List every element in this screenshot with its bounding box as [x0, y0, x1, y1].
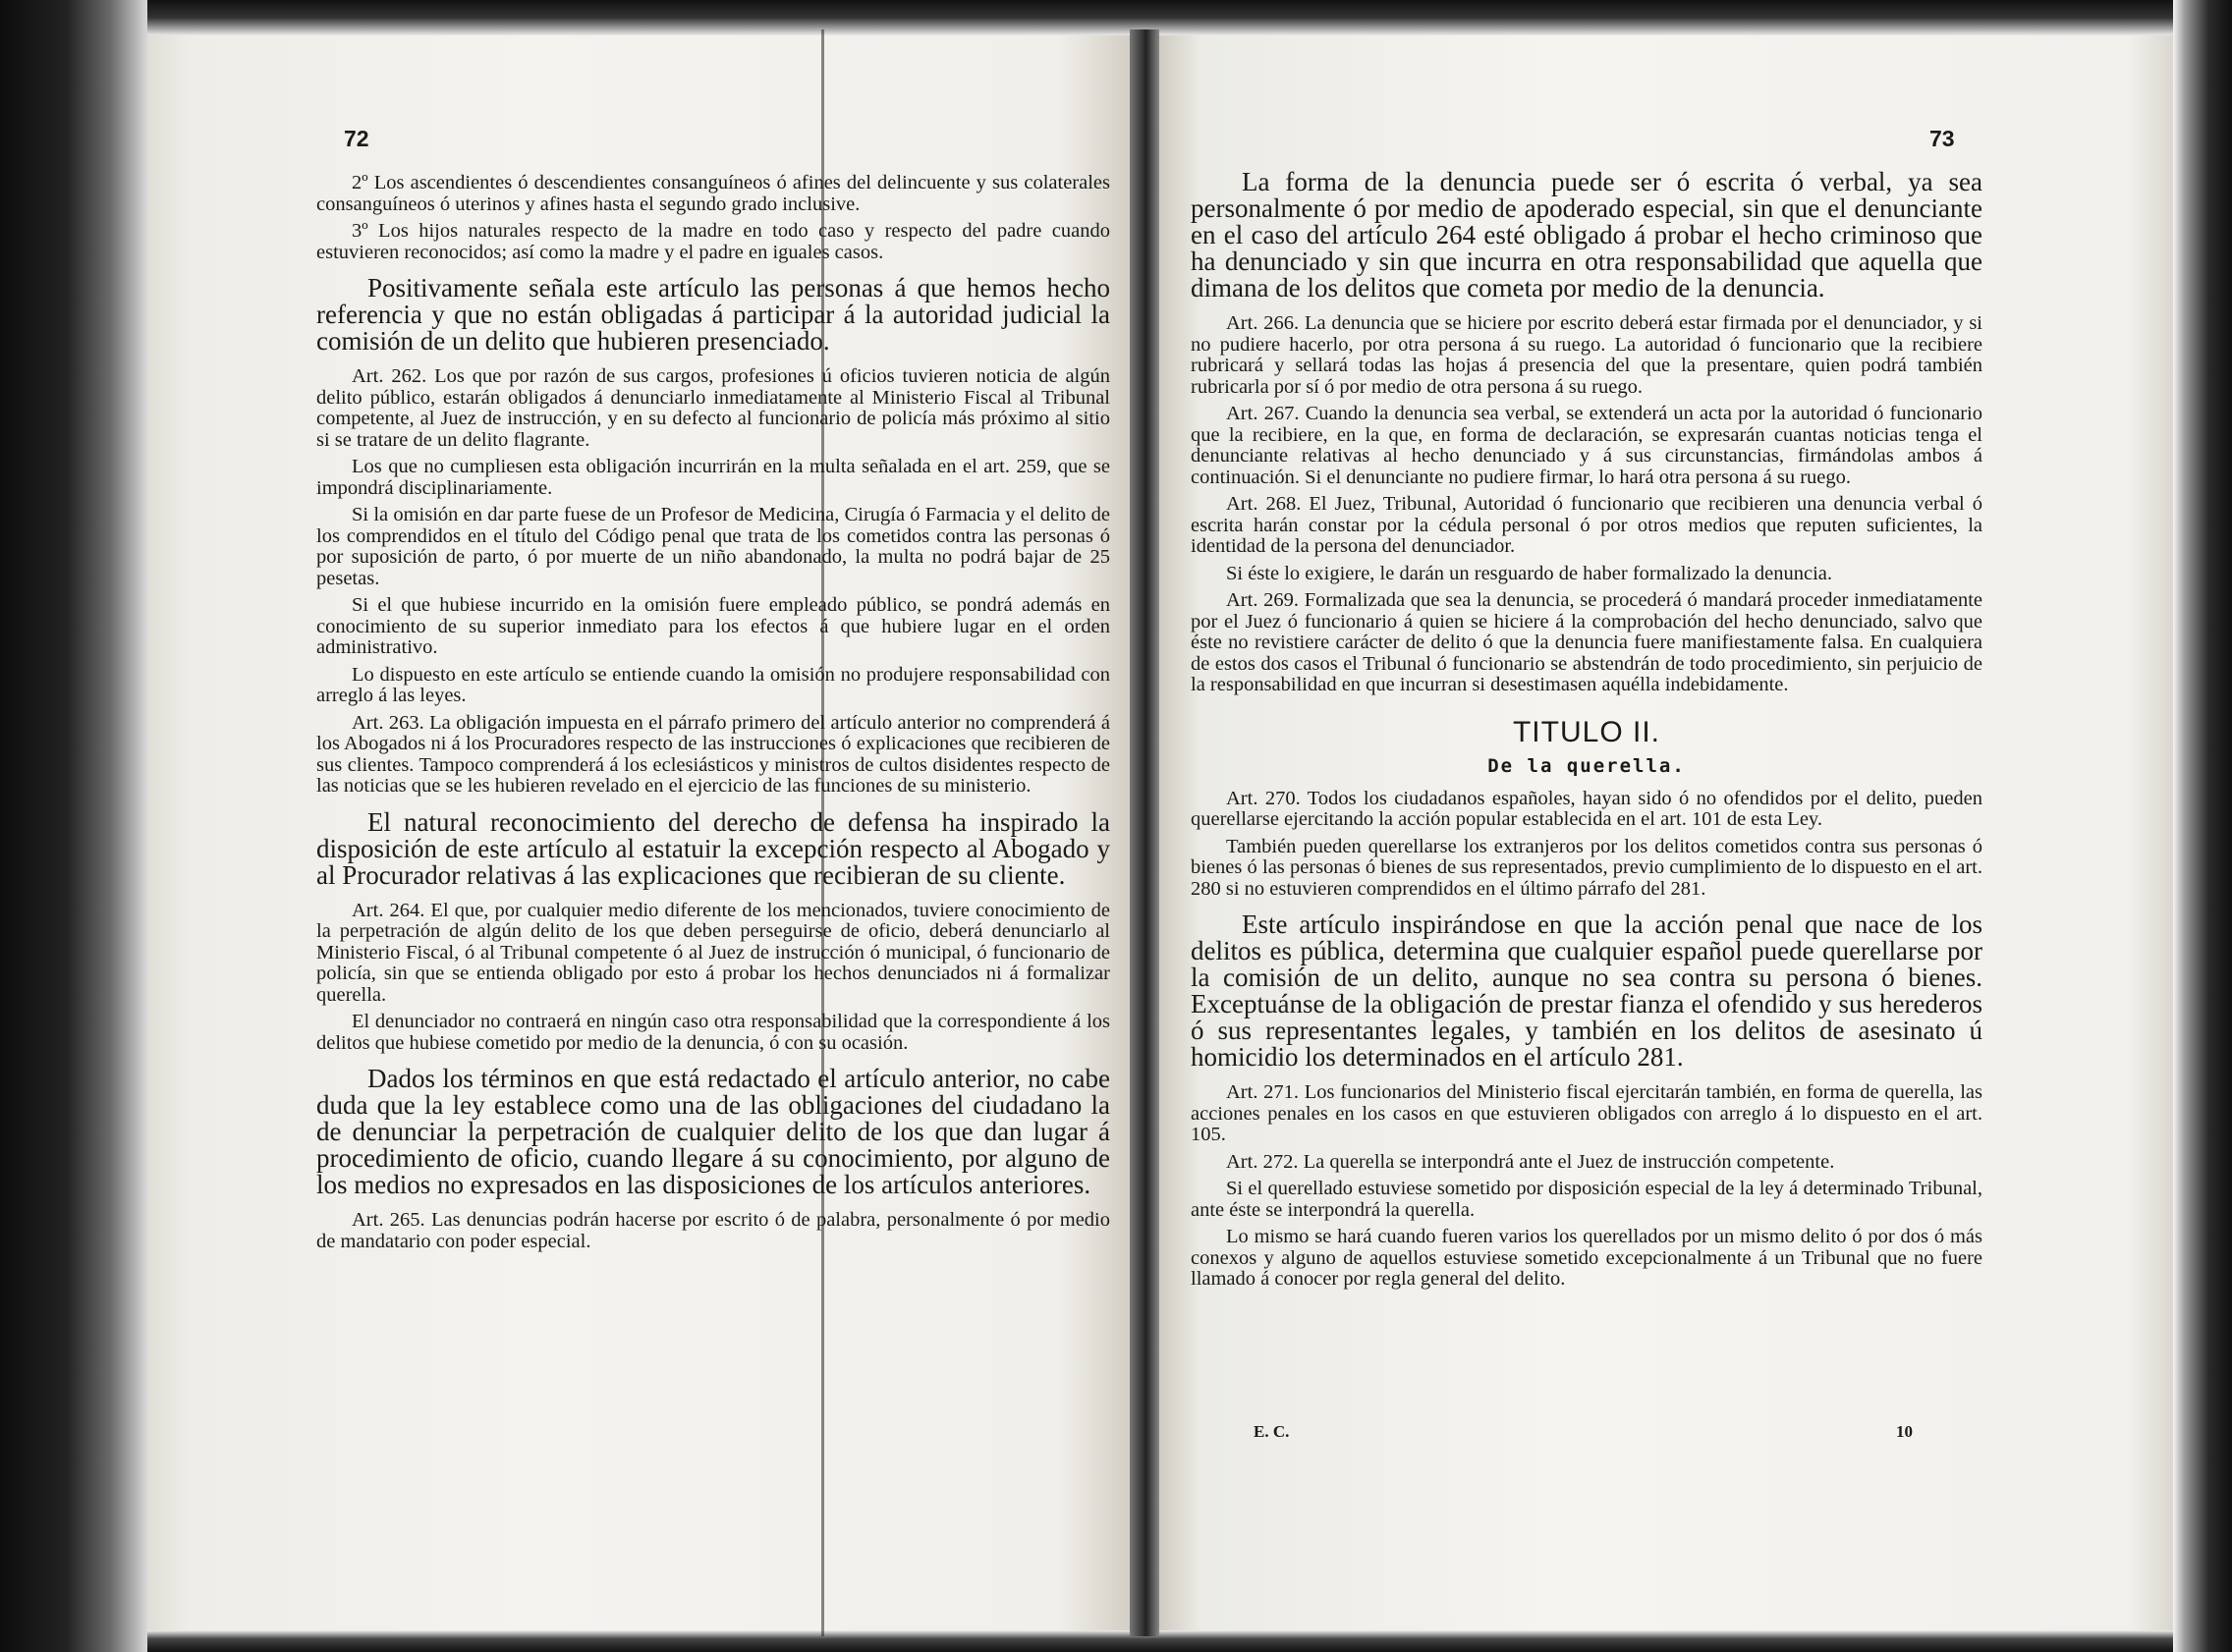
right-page-number: 73	[1929, 126, 1955, 151]
scan-bottom-edge	[0, 1630, 2232, 1652]
commentary-paragraph: Este artículo inspirándose en que la acción penal que nace de los delitos es pública, determina que cualquier español puede querellarse por la comisión de un delito, aunque no sea contra su persona ó bienes. Exceptuánse de la obligación de prestar fianza el ofendido y sus herederos ó sus representantes legales, y también en los delitos de asesinato ú homicidio los determinados en el artículo 281.	[1191, 909, 1982, 1072]
commentary-paragraph: Dados los términos en que está redactado el artículo anterior, no cabe duda que la ley establece como una de las obligaciones del ciudadano la de denunciar la perpetración de cualquier delito de los que dan lugar á procedimiento de oficio, cuando llegare á su conocimiento, por alguno de los medios no expresados en las disposiciones de los artículos anteriores.	[316, 1064, 1110, 1199]
scan-right-edge	[2173, 0, 2232, 1652]
article-paragraph: Si éste lo exigiere, le darán un resguardo de haber formalizado la denuncia.	[1226, 562, 1833, 584]
scan-top-edge	[0, 0, 2232, 35]
article-paragraph: Art. 263. La obligación impuesta en el párrafo primero del artículo anterior no comprenderá á los Abogados ni á los Procuradores respecto de las instrucciones ó explicaciones que recibieren de sus clientes. Tampoco comprenderá á los eclesiásticos y ministros de cultos disidentes respecto de las noticias que se les hubieren revelado en el ejercicio de las funciones de su ministerio.	[316, 711, 1110, 797]
section-subtitle: De la querella.	[1487, 754, 1686, 777]
article-paragraph: Art. 269. Formalizada que sea la denuncia, se procederá ó mandará proceder inmediatamente por el Juez ó funcionario á quien se hiciere á la comprobación del hecho denunciado, salvo que éste no revistiere carácter de delito ó que la denuncia fuere manifiestamente falsa. En cualquiera de estos dos casos el Tribunal ó funcionario se abstendrán de todo procedimiento, sin perjuicio de la responsabilidad en que incurran si desestimasen aquélla indebidamente.	[1191, 589, 1982, 695]
section-title: TITULO II.	[1512, 715, 1660, 748]
article-paragraph: También pueden querellarse los extranjeros por los delitos cometidos contra sus personas ó bienes ó las personas ó bienes de sus representados, previo cumplimiento de lo dispuesto en el art. 280 si no estuvieren comprendidos en el último párrafo del 281.	[1191, 835, 1982, 900]
article-paragraph: Lo mismo se hará cuando fueren varios los querellados por un mismo delito ó por dos ó más conexos y alguno de aquellos estuviese sometido excepcionalmente á un Tribunal que no fuere llamado á conocer por regla general del delito.	[1191, 1226, 1982, 1290]
article-paragraph: Art. 267. Cuando la denuncia sea verbal, se extenderá un acta por la autoridad ó funcionario que la recibiere, en la que, en forma de declaración, se expresarán cuantas noticias tenga el denunciante relativas al hecho denunciado y á sus circunstancias, firmándolas ambos á continuación. Si el denunciante no pudiere firmar, lo hará otra persona á su ruego.	[1191, 403, 1982, 488]
commentary-paragraph: La forma de la denuncia puede ser ó escrita ó verbal, ya sea personalmente ó por medio de apoderado especial, sin que el denunciante en el caso del artículo 264 esté obligado á probar el hecho criminoso que ha denunciado y sin que incurra en otra responsabilidad que aquella que dimana de los delitos que cometa por medio de la denuncia.	[1191, 167, 1982, 303]
article-paragraph: Si el que hubiese incurrido en la omisión fuere empleado público, se pondrá además en conocimiento de su superior inmediato para los efectos á que hubiere lugar en el orden administrativo.	[316, 594, 1110, 658]
article-paragraph: Art. 272. La querella se interpondrá ante el Juez de instrucción competente.	[1226, 1150, 1835, 1173]
book-gutter	[1130, 29, 1159, 1636]
article-paragraph: Art. 262. Los que por razón de sus cargos, profesiones ú oficios tuvieren noticia de algún delito público, estarán obligados á denunciarlo inmediatamente al Ministerio Fiscal al Tribunal competente, al Juez de instrucción, y en su defecto al funcionario de policía más próximo al sitio si se tratare de un delito flagrante.	[316, 365, 1110, 451]
article-paragraph: 2º Los ascendientes ó descendientes consanguíneos ó afines del delincuente y sus colaterales consanguíneos ó uterinos y afines hasta el segundo grado inclusive.	[316, 172, 1110, 215]
article-paragraph: El denunciador no contraerá en ningún caso otra responsabilidad que la correspondiente á los delitos que hubiese cometido por medio de la denuncia, ó con su ocasión.	[316, 1011, 1110, 1054]
commentary-paragraph: El natural reconocimiento del derecho de defensa ha inspirado la disposición de este artículo al estatuir la excepción respecto al Abogado y al Procurador relativas á las explicaciones que recibieran de su cliente.	[316, 806, 1110, 890]
article-paragraph: Lo dispuesto en este artículo se entiende cuando la omisión no produjere responsabilidad con arreglo á las leyes.	[316, 663, 1110, 706]
scan-left-edge	[0, 0, 147, 1652]
article-paragraph: Art. 268. El Juez, Tribunal, Autoridad ó funcionario que recibieren una denuncia verbal ó escrita harán constar por la cédula personal ó por otros medios que reputen suficientes, la identidad de la persona del denunciador.	[1191, 493, 1982, 557]
article-paragraph: Art. 264. El que, por cualquier medio diferente de los mencionados, tuviere conocimiento de la perpetración de algún delito de los que deben perseguirse de oficio, deberá denunciarlo al Ministerio Fiscal, ó al Tribunal competente ó al Juez de instrucción ó municipal, ó funcionario de policía, sin que se entienda obligado por esto á probar los hechos denunciados ni á formalizar querella.	[316, 899, 1110, 1006]
article-paragraph: Si la omisión en dar parte fuese de un Profesor de Medicina, Cirugía ó Farmacia y el delito de los comprendidos en el título del Código penal que trata de los cometidos contra las personas ó por suposición de parto, ó por muerte de un niño abandonado, la multa no podrá bajar de 25 pesetas.	[316, 504, 1110, 589]
article-paragraph: Los que no cumpliesen esta obligación incurrirán en la multa señalada en el art. 259, que se impondrá disciplinariamente.	[316, 456, 1110, 499]
footer-sheet-number: 10	[1896, 1422, 1913, 1441]
article-paragraph: Art. 270. Todos los ciudadanos españoles, hayan sido ó no ofendidos por el delito, pueden querellarse ejercitando la acción popular establecida en el art. 101 de esta Ley.	[1191, 787, 1982, 830]
article-paragraph: Art. 265. Las denuncias podrán hacerse por escrito ó de palabra, personalmente ó por medio de mandatario con poder especial.	[316, 1209, 1110, 1252]
commentary-paragraph: Positivamente señala este artículo las personas á que hemos hecho referencia y que no están obligadas á participar á la autoridad judicial la comisión de un delito que hubieren presenciado.	[316, 273, 1110, 356]
article-paragraph: 3º Los hijos naturales respecto de la madre en todo caso y respecto del padre cuando estuvieren reconocidos; así como la madre y el padre en iguales casos.	[316, 220, 1110, 263]
right-page-text	[1191, 169, 1982, 1296]
left-page-number: 72	[344, 126, 369, 151]
footer-signature: E. C.	[1254, 1422, 1290, 1441]
article-paragraph: Si el querellado estuviese sometido por disposición especial de la ley á determinado Tribunal, ante éste se interpondrá la querella.	[1191, 1178, 1982, 1221]
article-paragraph: Art. 271. Los funcionarios del Ministerio fiscal ejercitarán también, en forma de querella, las acciones penales en los casos en que estuvieren obligados con arreglo á lo dispuesto en el art. 105.	[1191, 1081, 1982, 1145]
article-paragraph: Art. 266. La denuncia que se hiciere por escrito deberá estar firmada por el denunciador, y si no pudiere hacerlo, por otra persona á su ruego. La autoridad ó funcionario que la recibiere rubricará y sellará todas las hojas á presencia del que la presentare, quien podrá también rubricarla por sí ó por medio de otra persona á su ruego.	[1191, 312, 1982, 398]
left-page-text	[316, 173, 1110, 1258]
